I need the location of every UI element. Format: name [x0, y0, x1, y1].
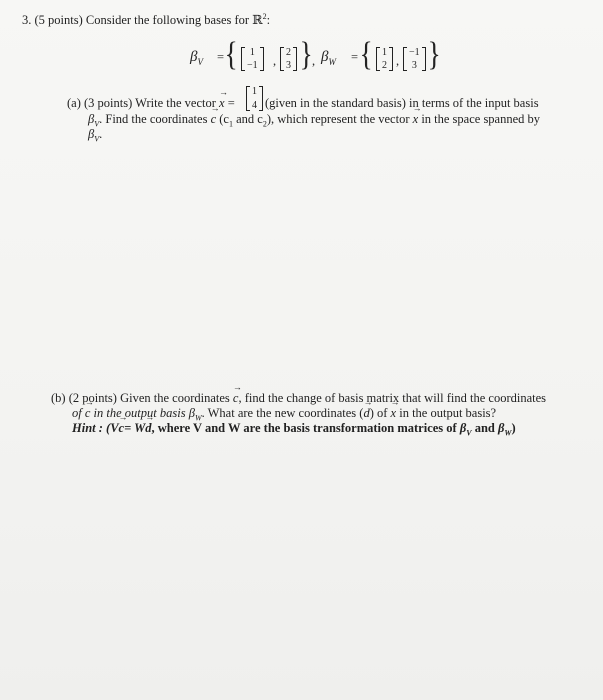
right-brace: } — [427, 36, 441, 73]
bases-equation — [190, 36, 450, 76]
comma: , — [312, 54, 316, 68]
part-a-text: in the space spanned by — [421, 112, 541, 126]
beta-w-symbol: β — [188, 406, 195, 420]
part-b-text: . What are the new coordinates ( — [201, 406, 364, 420]
beta-w-label: $\beta_W$ — [321, 49, 336, 67]
colon: : — [266, 13, 271, 28]
c1-sub: 1 — [228, 119, 233, 129]
equals-sign: = — [217, 50, 225, 64]
x-vector-symbol: → x — [391, 406, 397, 421]
hint-text: and — [474, 421, 495, 435]
hint-label: Hint : — [72, 421, 103, 435]
bw-vector-1: 1 2 — [376, 47, 393, 71]
bv-vector-2: 2 3 — [280, 47, 297, 71]
right-brace: } — [299, 36, 313, 73]
x-vector-symbol: → x — [413, 112, 419, 127]
equals-sign: = — [227, 96, 235, 110]
question-intro: Consider the following bases for — [85, 13, 250, 28]
beta-sub: V — [94, 134, 100, 144]
part-b-hint — [72, 421, 516, 438]
part-b-text: Given the coordinates — [120, 391, 230, 405]
part-b-text: of — [72, 406, 82, 420]
hint-equation: = W — [124, 421, 146, 435]
d-vector-symbol: → d — [363, 406, 369, 421]
space-exponent: 2 — [262, 12, 267, 21]
d-vector-symbol: → d — [145, 421, 151, 436]
part-a-line-3 — [88, 127, 102, 144]
part-b-label: (b) — [51, 391, 66, 405]
hint-text: ) — [511, 421, 516, 435]
equals-sign: = — [351, 50, 359, 64]
x-vector: 1 4 — [246, 86, 263, 111]
beta-sub: W — [504, 428, 512, 438]
question-number: 3. — [22, 13, 32, 28]
part-a-text: . Find the coordinates — [99, 112, 208, 126]
period: . — [99, 127, 103, 141]
bv-vector-1: 1 −1 — [241, 47, 264, 71]
beta-v-label: $\beta_V$ — [190, 49, 203, 67]
hint-equation: (V — [106, 421, 119, 435]
part-b-text: , find the change of basis matrix that will find the coordinates — [238, 391, 547, 405]
x-vector-symbol: → x — [219, 96, 225, 111]
part-b-points: (2 points) — [68, 391, 117, 405]
hint-text: , where V and W are the basis transformation matrices of — [151, 421, 457, 435]
beta-v-symbol: β — [88, 127, 95, 141]
c-vector-symbol: → c — [211, 112, 217, 127]
part-a-points: (3 points) — [84, 96, 133, 110]
beta-w-symbol: β — [497, 421, 505, 435]
part-a-text: (given in the standard basis) in terms of the input basis — [265, 96, 539, 110]
part-b-text: ) of — [369, 406, 388, 420]
part-a-line-2 — [88, 112, 540, 129]
part-a-text: and c — [236, 112, 263, 126]
part-b-line-1 — [51, 391, 546, 406]
part-a-label: (a) — [67, 96, 81, 110]
beta-v-symbol: β — [459, 421, 467, 435]
part-a-text: ), which represent the vector — [266, 112, 410, 126]
comma: , — [396, 54, 400, 68]
beta-sub: V — [466, 428, 472, 438]
beta-sub: V — [94, 119, 100, 129]
beta-sub: W — [194, 413, 202, 423]
part-b-text: in the output basis — [93, 406, 186, 420]
c-vector-symbol: → c — [119, 421, 125, 436]
bw-vector-2: −1 3 — [403, 47, 426, 71]
question-points: (5 points) — [34, 13, 83, 28]
c-vector-symbol: → c — [85, 406, 91, 421]
part-a-text: Write the vector — [135, 96, 216, 110]
comma: , — [273, 54, 277, 68]
c2-sub: 2 — [262, 119, 267, 129]
beta-v-symbol: β — [88, 112, 95, 126]
left-brace: { — [359, 36, 373, 73]
part-a-text: (c — [219, 112, 229, 126]
c-vector-symbol: → c — [233, 391, 239, 406]
part-b-text: in the output basis? — [399, 406, 497, 420]
space-symbol: ℝ — [252, 12, 263, 28]
left-brace: { — [224, 36, 238, 73]
question-header — [22, 12, 270, 28]
